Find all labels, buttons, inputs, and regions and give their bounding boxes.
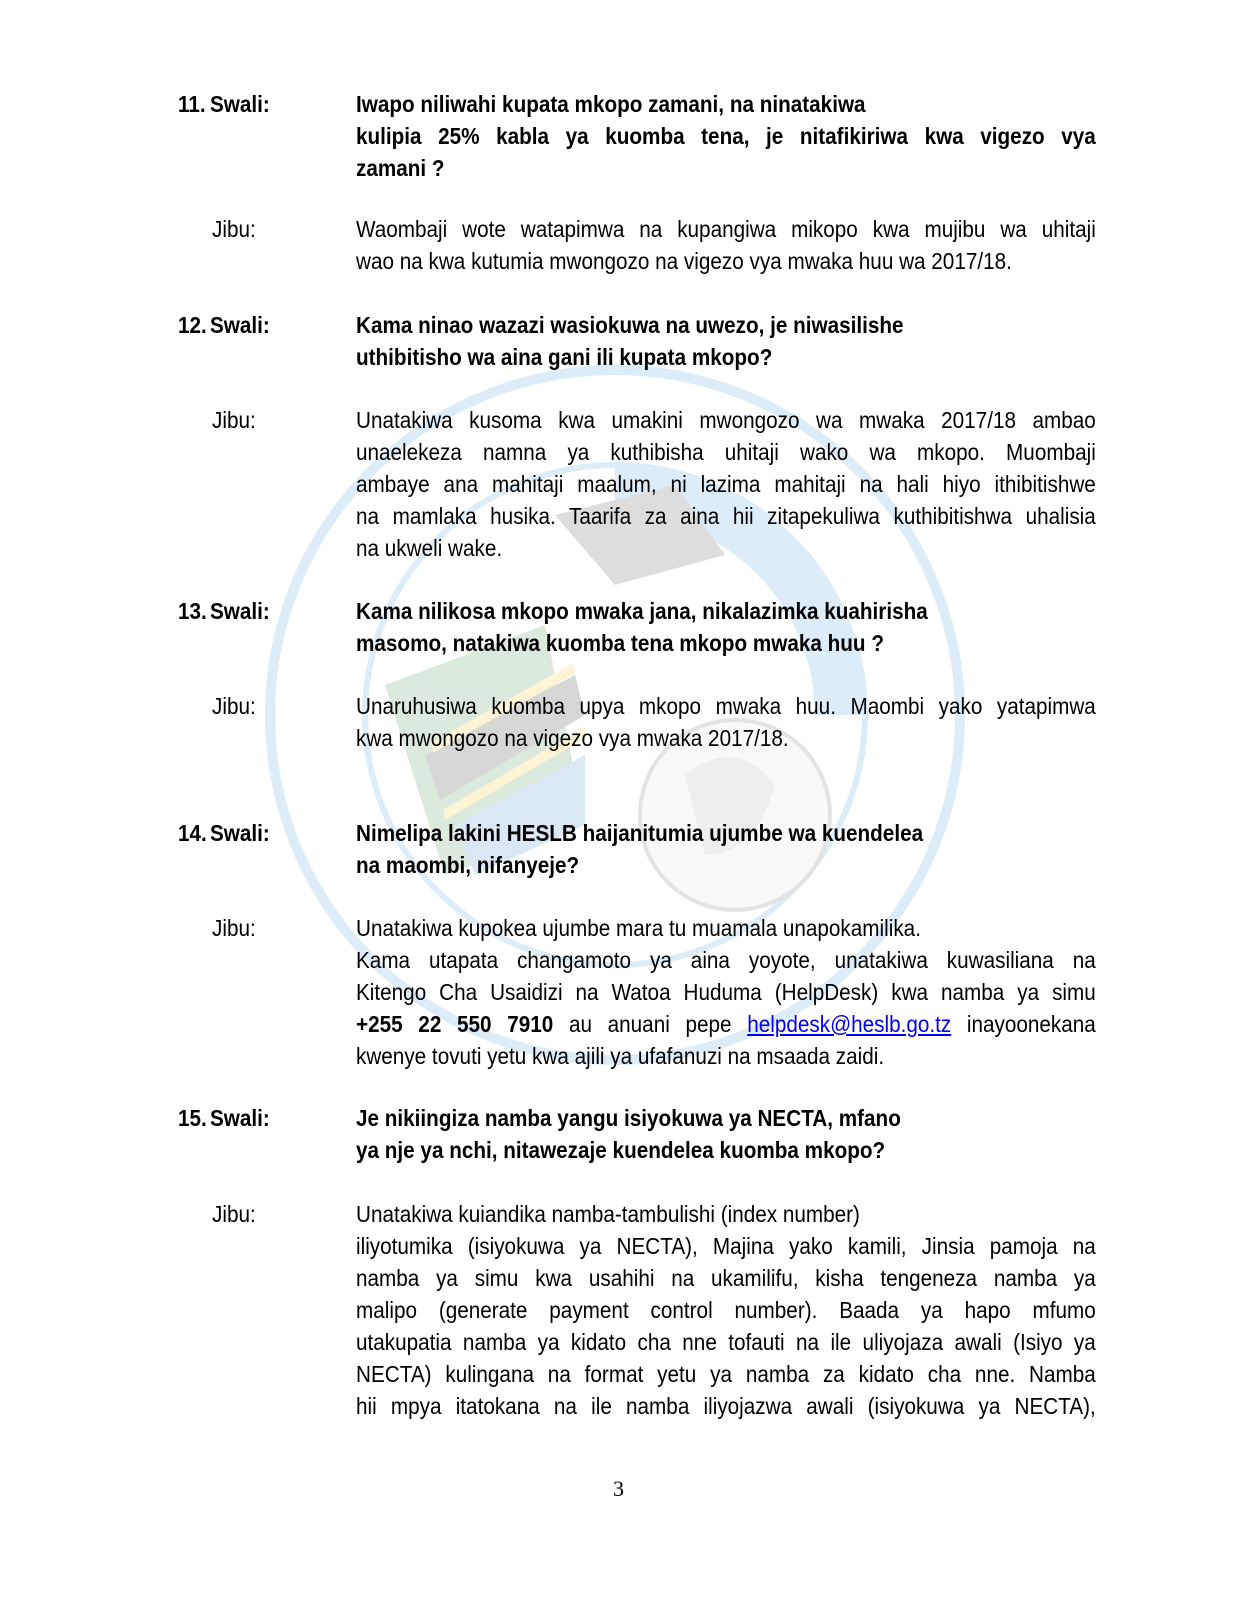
question-text: Nimelipa lakini HESLB haijanitumia ujumbe wa kuendelea na maombi, nifanyeje? — [356, 820, 924, 878]
answer-label: Jibu: — [212, 1201, 256, 1227]
question-number: 11. — [178, 91, 206, 117]
helpdesk-phone: +255 22 550 7910 — [356, 1011, 554, 1037]
answer-text: Unatakiwa kusoma kwa umakini mwongozo wa mwaka 2017/18 ambao unaelekeza namna ya kuthibisha uhitaji wako wa mkopo. Muombaji ambaye ana mahitaji maalum, ni lazima mahitaji na hali hiyo ithibitishwe na mamlaka husika. Taarifa za aina hii zitapekuliwa kuthibitishwa uhalisia na ukweli wake. — [356, 407, 1096, 561]
answer-label: Jibu: — [212, 407, 256, 433]
answer-label: Jibu: — [212, 693, 256, 719]
answer-text: Unaruhusiwa kuomba upya mkopo mwaka huu. Maombi yako yatapimwa kwa mwongozo na vigezo vya mwaka 2017/18. — [356, 693, 1096, 751]
page-number: 3 — [613, 1476, 624, 1501]
helpdesk-email-link[interactable]: helpdesk@heslb.go.tz — [747, 1011, 952, 1037]
answer-text: Unatakiwa kupokea ujumbe mara tu muamala unapokamilika. Kama utapata changamoto ya aina yoyote, unatakiwa kuwasiliana na Kitengo Cha Usaidizi na Watoa Huduma (HelpDesk) kwa namba ya simu +255 22 550 7910 au anuani pepe helpdesk@heslb.go.tz inayoonekana kwenye tovuti yetu kwa ajili ya ufafanuzi na msaada zaidi. — [356, 915, 1096, 1069]
question-label: Swali: — [210, 1105, 270, 1131]
question-number: 14. — [178, 820, 207, 846]
question-label: Swali: — [210, 91, 270, 117]
question-text: Kama ninao wazazi wasiokuwa na uwezo, je niwasilishe uthibitisho wa aina gani ili kupata mkopo? — [356, 312, 904, 370]
question-text: Iwapo niliwahi kupata mkopo zamani, na ninatakiwa kulipia 25% kabla ya kuomba tena, je nitafikiriwa kwa vigezo vya zamani ? — [356, 91, 1096, 181]
question-number: 15. — [178, 1105, 207, 1131]
question-text: Je nikiingiza namba yangu isiyokuwa ya NECTA, mfano ya nje ya nchi, nitawezaje kuendelea kuomba mkopo? — [356, 1105, 901, 1163]
answer-label: Jibu: — [212, 216, 256, 242]
answer-label: Jibu: — [212, 915, 256, 941]
answer-text: Unatakiwa kuiandika namba-tambulishi (index number) iliyotumika (isiyokuwa ya NECTA), Majina yako kamili, Jinsia pamoja na namba ya simu kwa usahihi na ukamilifu, kisha tengeneza namba ya malipo (generate payment control number). Baada ya hapo mfumo utakupatia namba ya kidato cha nne tofauti na ile uliyojaza awali (Isiyo ya NECTA) kulingana na format yetu ya namba za kidato cha nne. Namba hii mpya itatokana na ile namba iliyojazwa awali (isiyokuwa ya NECTA), — [356, 1201, 1096, 1419]
question-number: 13. — [178, 598, 207, 624]
question-label: Swali: — [210, 312, 270, 338]
contact-line: +255 22 550 7910 au anuani pepe helpdesk@heslb.go.tz inayoonekana — [356, 1011, 1096, 1037]
question-label: Swali: — [210, 820, 270, 846]
answer-text: Waombaji wote watapimwa na kupangiwa mikopo kwa mujibu wa uhitaji wao na kwa kutumia mwongozo na vigezo vya mwaka huu wa 2017/18. — [356, 216, 1096, 274]
question-text: Kama nilikosa mkopo mwaka jana, nikalazimka kuahirisha masomo, natakiwa kuomba tena mkopo mwaka huu ? — [356, 598, 928, 656]
question-number: 12. — [178, 312, 207, 338]
question-label: Swali: — [210, 598, 270, 624]
